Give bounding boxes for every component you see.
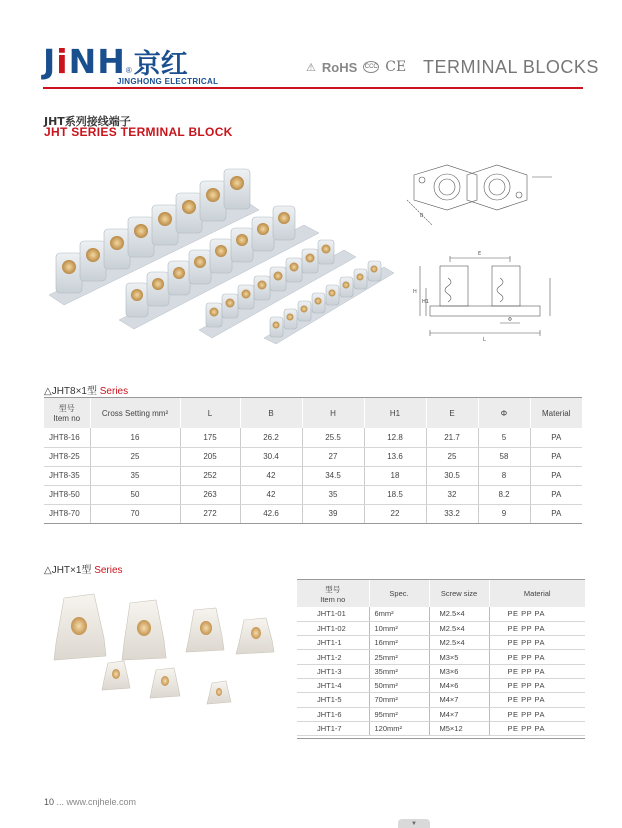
logo-chinese: 京红	[133, 49, 188, 80]
table2-bottom-rule	[297, 738, 585, 739]
header-divider	[43, 87, 583, 89]
logo-latin: JiNH	[43, 42, 126, 81]
table-row: JHT1-2 25mm² M3×5 PE PP PA	[297, 650, 585, 664]
table-row: JHT1-4 50mm² M4×6 PE PP PA	[297, 678, 585, 692]
col-header-b: B	[240, 398, 302, 428]
col-header-h: H	[302, 398, 364, 428]
col-header-screw: Screw size	[429, 580, 489, 607]
diagram-label-phi: Φ	[508, 317, 512, 323]
diagram-label-h: H	[413, 289, 417, 295]
col-header-phi: Φ	[478, 398, 530, 428]
logo-subtitle: JINGHONG ELECTRICAL	[117, 77, 219, 86]
table-row: JHT8-35 35 252 42 34.5 18 30.5 8 PA	[44, 466, 582, 485]
table-row: JHT1-3 35mm² M3×6 PE PP PA	[297, 664, 585, 678]
table1-title: △JHT8×1型 Series	[44, 386, 129, 397]
table-row: JHT1-7 120mm² M5×12 PE PP PA	[297, 721, 585, 735]
table-row: JHT8-70 70 272 42.6 39 22 33.2 9 PA	[44, 504, 582, 523]
page-title: TERMINAL BLOCKS	[423, 57, 599, 77]
diagram-label-e: E	[478, 251, 482, 257]
col-header-h1: H1	[364, 398, 426, 428]
col-header-cross: Cross Setting mm²	[90, 398, 180, 428]
table-row: JHT1-02 10mm² M2.5×4 PE PP PA	[297, 621, 585, 635]
top-view-diagram	[402, 155, 562, 230]
table-row: JHT1-6 95mm² M4×7 PE PP PA	[297, 707, 585, 721]
diagram-label-b: B	[420, 213, 424, 219]
diagram-label-h1: H1	[422, 299, 429, 305]
front-view-diagram	[410, 248, 560, 343]
brand-logo	[43, 42, 188, 81]
logo-registered-mark: ®	[125, 66, 132, 75]
single-terminal-blocks-photo	[44, 588, 289, 713]
terminal-block-strips-photo	[44, 155, 394, 345]
col-header-spec: Spec.	[369, 580, 429, 607]
table-row: JHT8-16 16 175 26.2 25.5 12.8 21.7 5 PA	[44, 428, 582, 447]
page-number: 10	[44, 797, 55, 807]
table2-title: △JHT×1型 Series	[44, 565, 123, 576]
page-footer	[44, 797, 136, 807]
recycle-triangle-icon: ⚠	[306, 61, 316, 74]
jht1-spec-table	[297, 580, 585, 736]
col-header-material: Material	[530, 398, 582, 428]
chevron-down-icon[interactable]: ▼	[398, 819, 430, 828]
ce-mark: CE	[385, 59, 407, 75]
section-title-cn: JHT系列接线端子	[44, 115, 131, 128]
table-header-row	[44, 398, 582, 428]
certification-marks	[306, 59, 406, 75]
table-row: JHT1-1 16mm² M2.5×4 PE PP PA	[297, 636, 585, 650]
diagram-label-l: L	[483, 337, 486, 343]
footer-url[interactable]: ... www.cnjhele.com	[56, 797, 137, 807]
col-header-l: L	[180, 398, 240, 428]
table-header-row	[297, 580, 585, 607]
ccc-mark: CCC	[363, 61, 379, 73]
section-title-en: JHT SERIES TERMINAL BLOCK	[44, 125, 233, 139]
col-header-material: Material	[489, 580, 585, 607]
table-row: JHT1-5 70mm² M4×7 PE PP PA	[297, 693, 585, 707]
col-header-item: 型号 Item no	[44, 398, 90, 428]
col-header-item: 型号 Item no	[297, 580, 369, 607]
table-row: JHT8-50 50 263 42 35 18.5 32 8.2 PA	[44, 485, 582, 504]
rohs-mark: RoHS	[321, 59, 358, 75]
col-header-e: E	[426, 398, 478, 428]
table-row: JHT1-01 6mm² M2.5×4 PE PP PA	[297, 607, 585, 621]
table-row: JHT8-25 25 205 30.4 27 13.6 25 58 PA	[44, 447, 582, 466]
jht8-spec-table	[44, 398, 582, 524]
